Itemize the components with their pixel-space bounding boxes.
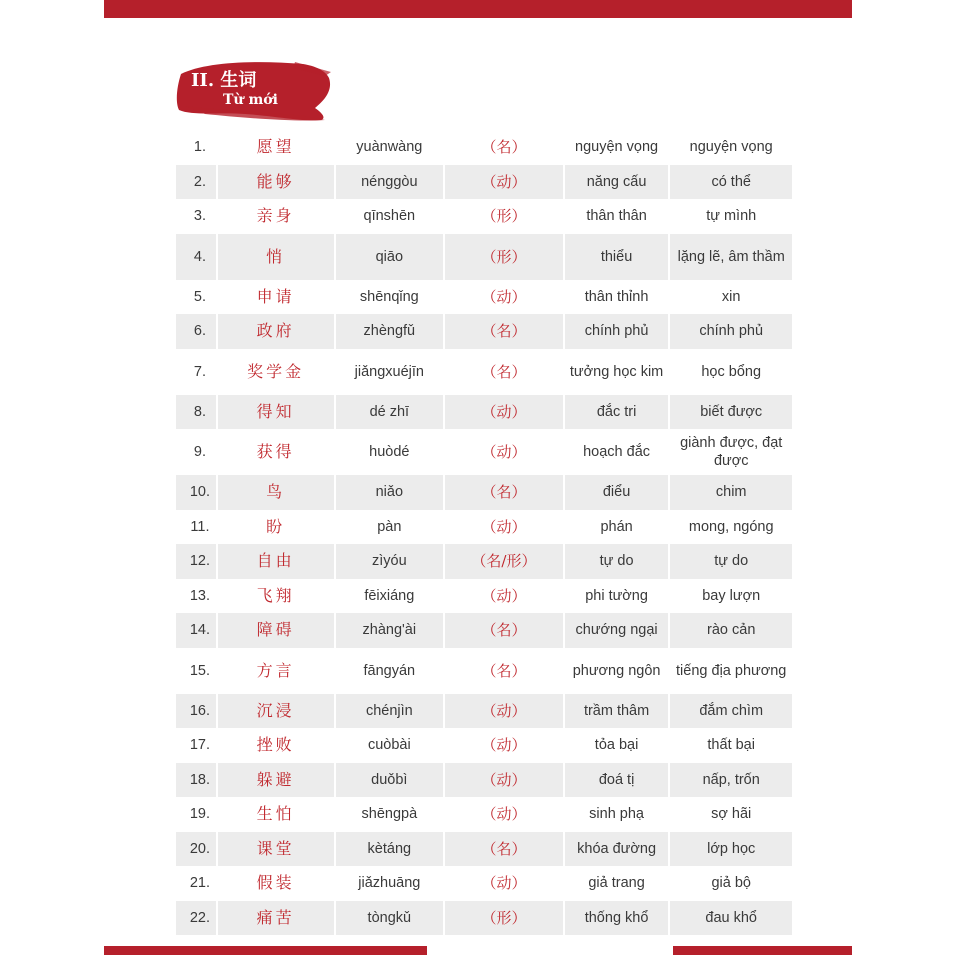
entry-meaning-text: chim bbox=[715, 484, 747, 501]
entry-hanzi-text: 课堂 bbox=[256, 838, 295, 858]
entry-hanzi-text: 障碍 bbox=[256, 620, 295, 640]
entry-pinyin-text: chénjìn bbox=[365, 702, 413, 719]
entry-number bbox=[176, 832, 216, 867]
entry-number bbox=[176, 797, 216, 832]
entry-meaning-text: lặng lẽ, âm thầm bbox=[677, 248, 785, 265]
entry-part-of-speech-text: （名） bbox=[481, 362, 527, 381]
entry-hanzi bbox=[218, 314, 334, 349]
entry-han-viet-text: thân thân bbox=[586, 208, 647, 225]
entry-hanzi bbox=[218, 832, 334, 867]
entry-number-text: 9. bbox=[193, 444, 206, 460]
entry-meaning-text: học bổng bbox=[701, 363, 762, 380]
entry-meaning bbox=[670, 165, 792, 200]
entry-hanzi-text: 亲身 bbox=[256, 206, 295, 226]
entry-han-viet bbox=[565, 349, 669, 395]
entry-pinyin-text: tòngkǔ bbox=[367, 909, 412, 926]
entry-part-of-speech bbox=[445, 314, 563, 349]
entry-pinyin-text: huòdé bbox=[369, 444, 410, 460]
entry-meaning bbox=[670, 199, 792, 234]
entry-part-of-speech bbox=[445, 280, 563, 315]
entry-pinyin-text: niǎo bbox=[375, 484, 404, 501]
entry-number bbox=[176, 613, 216, 648]
entry-hanzi-text: 愿望 bbox=[256, 137, 295, 157]
table-row bbox=[176, 648, 792, 694]
table-row bbox=[176, 199, 792, 234]
table-row bbox=[176, 395, 792, 430]
entry-han-viet bbox=[565, 797, 669, 832]
entry-number-text: 5. bbox=[193, 288, 206, 305]
entry-pinyin bbox=[336, 395, 444, 430]
entry-number bbox=[176, 728, 216, 763]
entry-hanzi-text: 方言 bbox=[256, 660, 295, 680]
entry-han-viet-text: thiểu bbox=[600, 248, 633, 265]
entry-hanzi bbox=[218, 648, 334, 694]
entry-part-of-speech bbox=[445, 579, 563, 614]
entry-number-text: 11. bbox=[190, 518, 210, 535]
entry-part-of-speech bbox=[445, 510, 563, 545]
entry-number-text: 14. bbox=[189, 622, 211, 639]
entry-part-of-speech-text: （名） bbox=[481, 322, 527, 341]
entry-number bbox=[176, 234, 216, 280]
entry-number bbox=[176, 199, 216, 234]
entry-pinyin-text: jiǎngxuéjīn bbox=[354, 363, 424, 380]
entry-pinyin bbox=[336, 763, 444, 798]
entry-han-viet bbox=[565, 763, 669, 798]
entry-han-viet-text: nguyện vọng bbox=[575, 139, 659, 156]
entry-number-text: 8. bbox=[193, 403, 206, 420]
entry-pinyin-text: cuòbài bbox=[367, 737, 411, 754]
entry-meaning bbox=[670, 694, 792, 729]
vocabulary-table bbox=[176, 130, 792, 935]
entry-han-viet-text: chính phủ bbox=[584, 323, 649, 340]
entry-hanzi bbox=[218, 475, 334, 510]
table-row bbox=[176, 544, 792, 579]
entry-hanzi bbox=[218, 395, 334, 430]
entry-pinyin-text: yuànwàng bbox=[356, 139, 423, 156]
entry-meaning-text: thất bại bbox=[707, 737, 755, 754]
entry-number bbox=[176, 280, 216, 315]
entry-hanzi-text: 躲避 bbox=[256, 769, 295, 789]
table-row bbox=[176, 165, 792, 200]
entry-part-of-speech bbox=[445, 648, 563, 694]
entry-meaning-text: đắm chìm bbox=[699, 702, 764, 719]
entry-hanzi-text: 痛苦 bbox=[256, 907, 295, 927]
table-row bbox=[176, 130, 792, 165]
entry-han-viet-text: chướng ngại bbox=[575, 622, 658, 639]
entry-pinyin-text: duǒbì bbox=[371, 771, 408, 788]
entry-hanzi bbox=[218, 130, 334, 165]
entry-pinyin bbox=[336, 579, 444, 614]
entry-han-viet bbox=[565, 648, 669, 694]
table-row bbox=[176, 429, 792, 475]
entry-number bbox=[176, 510, 216, 545]
table-row bbox=[176, 613, 792, 648]
entry-hanzi-text: 生怕 bbox=[256, 804, 295, 824]
entry-number-text: 13. bbox=[189, 587, 211, 604]
entry-hanzi bbox=[218, 694, 334, 729]
entry-hanzi bbox=[218, 349, 334, 395]
entry-part-of-speech bbox=[445, 165, 563, 200]
entry-part-of-speech-text: （形） bbox=[481, 908, 527, 927]
entry-meaning bbox=[670, 763, 792, 798]
entry-part-of-speech bbox=[445, 694, 563, 729]
entry-number-text: 12. bbox=[189, 553, 211, 570]
entry-hanzi bbox=[218, 280, 334, 315]
entry-han-viet-text: sinh phạ bbox=[589, 806, 644, 823]
entry-part-of-speech-text: （动） bbox=[481, 287, 527, 306]
entry-pinyin bbox=[336, 314, 444, 349]
entry-pinyin-text: zhèngfǔ bbox=[363, 323, 416, 340]
entry-han-viet bbox=[565, 901, 669, 936]
entry-meaning bbox=[670, 510, 792, 545]
entry-meaning bbox=[670, 648, 792, 694]
entry-meaning bbox=[670, 429, 792, 475]
entry-han-viet bbox=[565, 579, 669, 614]
entry-part-of-speech bbox=[445, 429, 563, 475]
entry-han-viet-text: đoá tị bbox=[598, 771, 635, 788]
entry-han-viet-text: điểu bbox=[602, 484, 631, 501]
entry-pinyin bbox=[336, 832, 444, 867]
entry-han-viet bbox=[565, 314, 669, 349]
entry-pinyin bbox=[336, 901, 444, 936]
table-row bbox=[176, 728, 792, 763]
entry-hanzi-text: 奖学金 bbox=[247, 361, 305, 381]
table-row bbox=[176, 234, 792, 280]
entry-meaning bbox=[670, 866, 792, 901]
table-row bbox=[176, 349, 792, 395]
entry-pinyin bbox=[336, 165, 444, 200]
entry-meaning bbox=[670, 130, 792, 165]
entry-pinyin-text: zhàng'ài bbox=[362, 622, 417, 639]
entry-number-text: 7. bbox=[193, 363, 206, 380]
entry-part-of-speech bbox=[445, 544, 563, 579]
entry-meaning-text: đau khổ bbox=[705, 909, 757, 926]
entry-pinyin-text: shēngpà bbox=[361, 806, 418, 823]
entry-han-viet-text: phương ngôn bbox=[572, 662, 661, 679]
entry-part-of-speech bbox=[445, 832, 563, 867]
entry-part-of-speech bbox=[445, 797, 563, 832]
table-row bbox=[176, 280, 792, 315]
entry-number-text: 18. bbox=[189, 771, 211, 788]
entry-hanzi-text: 鸟 bbox=[266, 482, 286, 502]
entry-number-text: 4. bbox=[193, 248, 206, 265]
entry-part-of-speech-text: （动） bbox=[481, 172, 527, 191]
entry-number bbox=[176, 694, 216, 729]
entry-number bbox=[176, 763, 216, 798]
entry-meaning-text: bay lượn bbox=[702, 587, 761, 604]
entry-part-of-speech-text: （动） bbox=[481, 586, 527, 605]
entry-hanzi bbox=[218, 901, 334, 936]
entry-pinyin bbox=[336, 694, 444, 729]
entry-number bbox=[176, 648, 216, 694]
entry-pinyin bbox=[336, 280, 444, 315]
entry-hanzi-text: 沉浸 bbox=[256, 700, 295, 720]
entry-number-text: 17. bbox=[189, 737, 211, 754]
entry-han-viet bbox=[565, 728, 669, 763]
entry-number-text: 21. bbox=[189, 875, 211, 892]
entry-number bbox=[176, 165, 216, 200]
entry-number-text: 16. bbox=[189, 702, 211, 719]
entry-number bbox=[176, 866, 216, 901]
entry-meaning-text: xin bbox=[721, 288, 741, 305]
section-heading bbox=[175, 56, 335, 126]
entry-part-of-speech-text: （名） bbox=[481, 138, 527, 157]
entry-hanzi-text: 假装 bbox=[256, 873, 295, 893]
table-row bbox=[176, 901, 792, 936]
entry-han-viet bbox=[565, 832, 669, 867]
entry-hanzi bbox=[218, 199, 334, 234]
entry-pinyin bbox=[336, 234, 444, 280]
entry-meaning bbox=[670, 579, 792, 614]
entry-han-viet-text: giả trang bbox=[588, 875, 645, 892]
entry-pinyin-text: qiāo bbox=[375, 248, 404, 265]
entry-part-of-speech-text: （形） bbox=[481, 247, 527, 266]
entry-meaning bbox=[670, 280, 792, 315]
entry-number-text: 19. bbox=[189, 806, 211, 823]
entry-number-text: 22. bbox=[189, 909, 211, 926]
entry-part-of-speech-text: （名） bbox=[481, 483, 527, 502]
entry-pinyin bbox=[336, 728, 444, 763]
entry-number bbox=[176, 475, 216, 510]
entry-part-of-speech-text: （动） bbox=[481, 443, 527, 461]
table-row bbox=[176, 510, 792, 545]
entry-meaning-text: giành được, đạt được bbox=[680, 435, 783, 469]
entry-meaning bbox=[670, 901, 792, 936]
entry-meaning-text: nấp, trốn bbox=[702, 771, 760, 788]
bottom-accent-bar-left bbox=[104, 946, 427, 955]
entry-part-of-speech-text: （名） bbox=[481, 621, 527, 640]
entry-hanzi-text: 悄 bbox=[266, 246, 286, 266]
entry-part-of-speech-text: （形） bbox=[481, 207, 527, 226]
section-title: II. 生词 bbox=[191, 70, 257, 91]
entry-pinyin bbox=[336, 349, 444, 395]
entry-pinyin-text: jiǎzhuāng bbox=[358, 875, 421, 892]
entry-pinyin-text: pàn bbox=[377, 518, 402, 535]
entry-hanzi bbox=[218, 510, 334, 545]
entry-hanzi-text: 获得 bbox=[256, 442, 295, 461]
entry-part-of-speech bbox=[445, 130, 563, 165]
entry-pinyin-text: fēixiáng bbox=[364, 587, 415, 604]
entry-meaning bbox=[670, 395, 792, 430]
entry-part-of-speech-text: （动） bbox=[481, 517, 527, 536]
entry-number-text: 20. bbox=[189, 840, 211, 857]
entry-meaning-text: giả bộ bbox=[711, 875, 751, 892]
entry-han-viet-text: tỏa bại bbox=[594, 737, 639, 754]
entry-part-of-speech bbox=[445, 763, 563, 798]
table-row bbox=[176, 579, 792, 614]
entry-hanzi-text: 得知 bbox=[256, 401, 295, 421]
entry-part-of-speech-text: （名/形） bbox=[471, 552, 537, 571]
entry-han-viet bbox=[565, 510, 669, 545]
entry-hanzi bbox=[218, 234, 334, 280]
entry-part-of-speech-text: （动） bbox=[481, 736, 527, 755]
entry-hanzi bbox=[218, 544, 334, 579]
entry-hanzi bbox=[218, 866, 334, 901]
entry-pinyin-text: zìyóu bbox=[371, 553, 407, 570]
entry-hanzi bbox=[218, 429, 334, 475]
entry-han-viet-text: tự do bbox=[599, 553, 634, 570]
table-row bbox=[176, 694, 792, 729]
entry-meaning bbox=[670, 349, 792, 395]
entry-han-viet-text: thống khổ bbox=[584, 909, 649, 926]
entry-meaning-text: nguyện vọng bbox=[689, 139, 773, 156]
entry-pinyin bbox=[336, 199, 444, 234]
entry-han-viet-text: hoạch đắc bbox=[583, 444, 651, 460]
table-row bbox=[176, 866, 792, 901]
entry-pinyin bbox=[336, 648, 444, 694]
entry-pinyin-text: shēnqǐng bbox=[359, 288, 419, 305]
entry-hanzi bbox=[218, 613, 334, 648]
entry-part-of-speech bbox=[445, 475, 563, 510]
entry-han-viet-text: thân thỉnh bbox=[584, 288, 649, 305]
entry-part-of-speech bbox=[445, 234, 563, 280]
entry-number-text: 3. bbox=[193, 208, 206, 225]
entry-pinyin-text: fāngyán bbox=[363, 662, 416, 679]
entry-hanzi bbox=[218, 763, 334, 798]
entry-han-viet bbox=[565, 429, 669, 475]
entry-part-of-speech-text: （动） bbox=[481, 770, 527, 789]
entry-han-viet bbox=[565, 130, 669, 165]
entry-han-viet bbox=[565, 165, 669, 200]
entry-number bbox=[176, 395, 216, 430]
entry-pinyin-text: kètáng bbox=[367, 840, 412, 857]
entry-hanzi-text: 申请 bbox=[256, 286, 295, 306]
entry-han-viet-text: phi tường bbox=[585, 587, 648, 604]
entry-han-viet bbox=[565, 866, 669, 901]
table-row bbox=[176, 763, 792, 798]
entry-part-of-speech bbox=[445, 728, 563, 763]
entry-part-of-speech bbox=[445, 199, 563, 234]
entry-part-of-speech bbox=[445, 866, 563, 901]
entry-number bbox=[176, 579, 216, 614]
entry-meaning bbox=[670, 832, 792, 867]
entry-hanzi-text: 政府 bbox=[256, 321, 295, 341]
entry-part-of-speech bbox=[445, 901, 563, 936]
entry-number bbox=[176, 429, 216, 475]
entry-hanzi bbox=[218, 579, 334, 614]
entry-han-viet bbox=[565, 199, 669, 234]
entry-pinyin bbox=[336, 544, 444, 579]
entry-pinyin bbox=[336, 797, 444, 832]
entry-number bbox=[176, 130, 216, 165]
entry-part-of-speech-text: （动） bbox=[481, 805, 527, 824]
entry-meaning-text: có thể bbox=[711, 173, 751, 190]
entry-pinyin bbox=[336, 510, 444, 545]
entry-hanzi bbox=[218, 728, 334, 763]
entry-han-viet bbox=[565, 280, 669, 315]
entry-part-of-speech-text: （动） bbox=[481, 874, 527, 893]
entry-meaning bbox=[670, 728, 792, 763]
entry-han-viet bbox=[565, 613, 669, 648]
entry-pinyin bbox=[336, 475, 444, 510]
table-row bbox=[176, 832, 792, 867]
entry-meaning-text: lớp học bbox=[707, 840, 756, 857]
entry-number bbox=[176, 901, 216, 936]
entry-meaning-text: mong, ngóng bbox=[688, 518, 774, 535]
entry-meaning-text: sợ hãi bbox=[711, 806, 752, 823]
entry-meaning bbox=[670, 613, 792, 648]
entry-pinyin bbox=[336, 613, 444, 648]
entry-han-viet-text: đắc tri bbox=[596, 403, 637, 420]
bottom-accent-bar-right bbox=[673, 946, 852, 955]
entry-hanzi-text: 挫败 bbox=[256, 735, 295, 755]
entry-han-viet-text: tưởng học kim bbox=[569, 363, 664, 380]
entry-pinyin bbox=[336, 130, 444, 165]
entry-part-of-speech bbox=[445, 613, 563, 648]
entry-meaning-text: chính phủ bbox=[699, 323, 764, 340]
table-row bbox=[176, 797, 792, 832]
section-subtitle: Từ mới bbox=[223, 92, 278, 108]
entry-number bbox=[176, 544, 216, 579]
entry-number-text: 6. bbox=[193, 323, 206, 340]
entry-meaning-text: rào cản bbox=[707, 622, 756, 639]
entry-number-text: 10. bbox=[189, 484, 211, 501]
entry-han-viet bbox=[565, 234, 669, 280]
entry-han-viet-text: năng cấu bbox=[586, 173, 647, 190]
entry-han-viet bbox=[565, 475, 669, 510]
entry-pinyin-text: qīnshēn bbox=[363, 208, 416, 225]
entry-part-of-speech-text: （动） bbox=[481, 701, 527, 720]
entry-part-of-speech bbox=[445, 395, 563, 430]
entry-part-of-speech-text: （动） bbox=[481, 402, 527, 421]
entry-number bbox=[176, 349, 216, 395]
entry-meaning bbox=[670, 314, 792, 349]
entry-meaning-text: tự mình bbox=[706, 208, 757, 225]
entry-pinyin bbox=[336, 429, 444, 475]
table-row bbox=[176, 475, 792, 510]
entry-pinyin bbox=[336, 866, 444, 901]
entry-han-viet-text: khóa đường bbox=[577, 840, 657, 857]
entry-han-viet bbox=[565, 395, 669, 430]
entry-part-of-speech-text: （名） bbox=[481, 839, 527, 858]
entry-han-viet bbox=[565, 544, 669, 579]
entry-hanzi bbox=[218, 165, 334, 200]
entry-han-viet bbox=[565, 694, 669, 729]
entry-meaning-text: tự do bbox=[714, 553, 749, 570]
entry-meaning bbox=[670, 234, 792, 280]
entry-meaning bbox=[670, 797, 792, 832]
entry-hanzi-text: 飞翔 bbox=[256, 585, 295, 605]
entry-part-of-speech-text: （名） bbox=[481, 661, 527, 680]
entry-number-text: 1. bbox=[193, 139, 206, 156]
entry-meaning bbox=[670, 544, 792, 579]
entry-hanzi-text: 自由 bbox=[256, 551, 295, 571]
entry-meaning bbox=[670, 475, 792, 510]
table-row bbox=[176, 314, 792, 349]
entry-pinyin-text: dé zhī bbox=[369, 403, 410, 420]
entry-hanzi-text: 盼 bbox=[266, 516, 286, 536]
entry-meaning-text: biết được bbox=[700, 403, 763, 420]
entry-number-text: 15. bbox=[189, 662, 211, 679]
entry-hanzi-text: 能够 bbox=[256, 171, 295, 191]
entry-part-of-speech bbox=[445, 349, 563, 395]
entry-han-viet-text: phán bbox=[600, 518, 633, 535]
entry-han-viet-text: trầm thâm bbox=[583, 702, 650, 719]
entry-number-text: 2. bbox=[193, 173, 206, 190]
entry-number bbox=[176, 314, 216, 349]
top-accent-bar bbox=[104, 0, 852, 18]
entry-meaning-text: tiếng địa phương bbox=[676, 662, 787, 679]
entry-hanzi bbox=[218, 797, 334, 832]
entry-pinyin-text: nénggòu bbox=[361, 173, 418, 190]
